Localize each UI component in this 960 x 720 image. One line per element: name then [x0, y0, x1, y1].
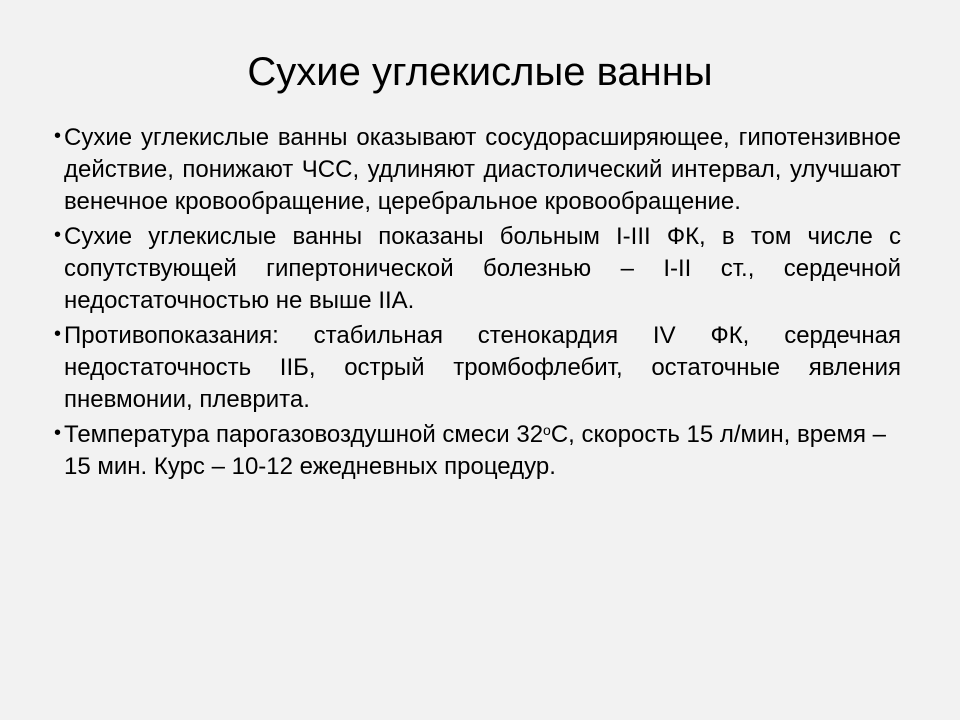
bullet-text: [64, 421, 886, 480]
bullet-dot: •: [54, 224, 62, 246]
bullet-item: [54, 419, 901, 483]
bullet-text: Сухие углекислые ванны показаны больным I-III ФК, в том числе с сопутствующей гипертонической болезнью – I-II ст., сердечной недостаточностью не выше IIА.: [64, 223, 901, 314]
bullet-text: Противопоказания: стабильная стенокардия IV ФК, сердечная недостаточность IIБ, острый тромбофлебит, остаточные явления пневмонии, плеврита.: [64, 322, 901, 413]
bullet-dot: •: [54, 125, 62, 147]
bullet-item: [54, 122, 901, 218]
procedure-text: С, скорость 15 л/мин, время – 15 мин. Курс – 10-12 ежедневных процедур.: [64, 421, 886, 480]
bullet-item: [54, 320, 901, 416]
bullet-dot: •: [54, 422, 62, 444]
bullet-list: [54, 122, 901, 486]
temperature-text: Температура парогазовоздушной смеси 32: [64, 421, 544, 448]
bullet-dot: •: [54, 323, 62, 345]
degree-superscript: о: [543, 422, 551, 438]
bullet-text: Сухие углекислые ванны оказывают сосудорасширяющее, гипотензивное действие, понижают ЧСС, удлиняют диастолический интервал, улучшают венечное кровообращение, церебральное кровообращение.: [64, 124, 901, 215]
bullet-item: [54, 221, 901, 317]
slide-title: Сухие углекислые ванны: [247, 50, 713, 94]
